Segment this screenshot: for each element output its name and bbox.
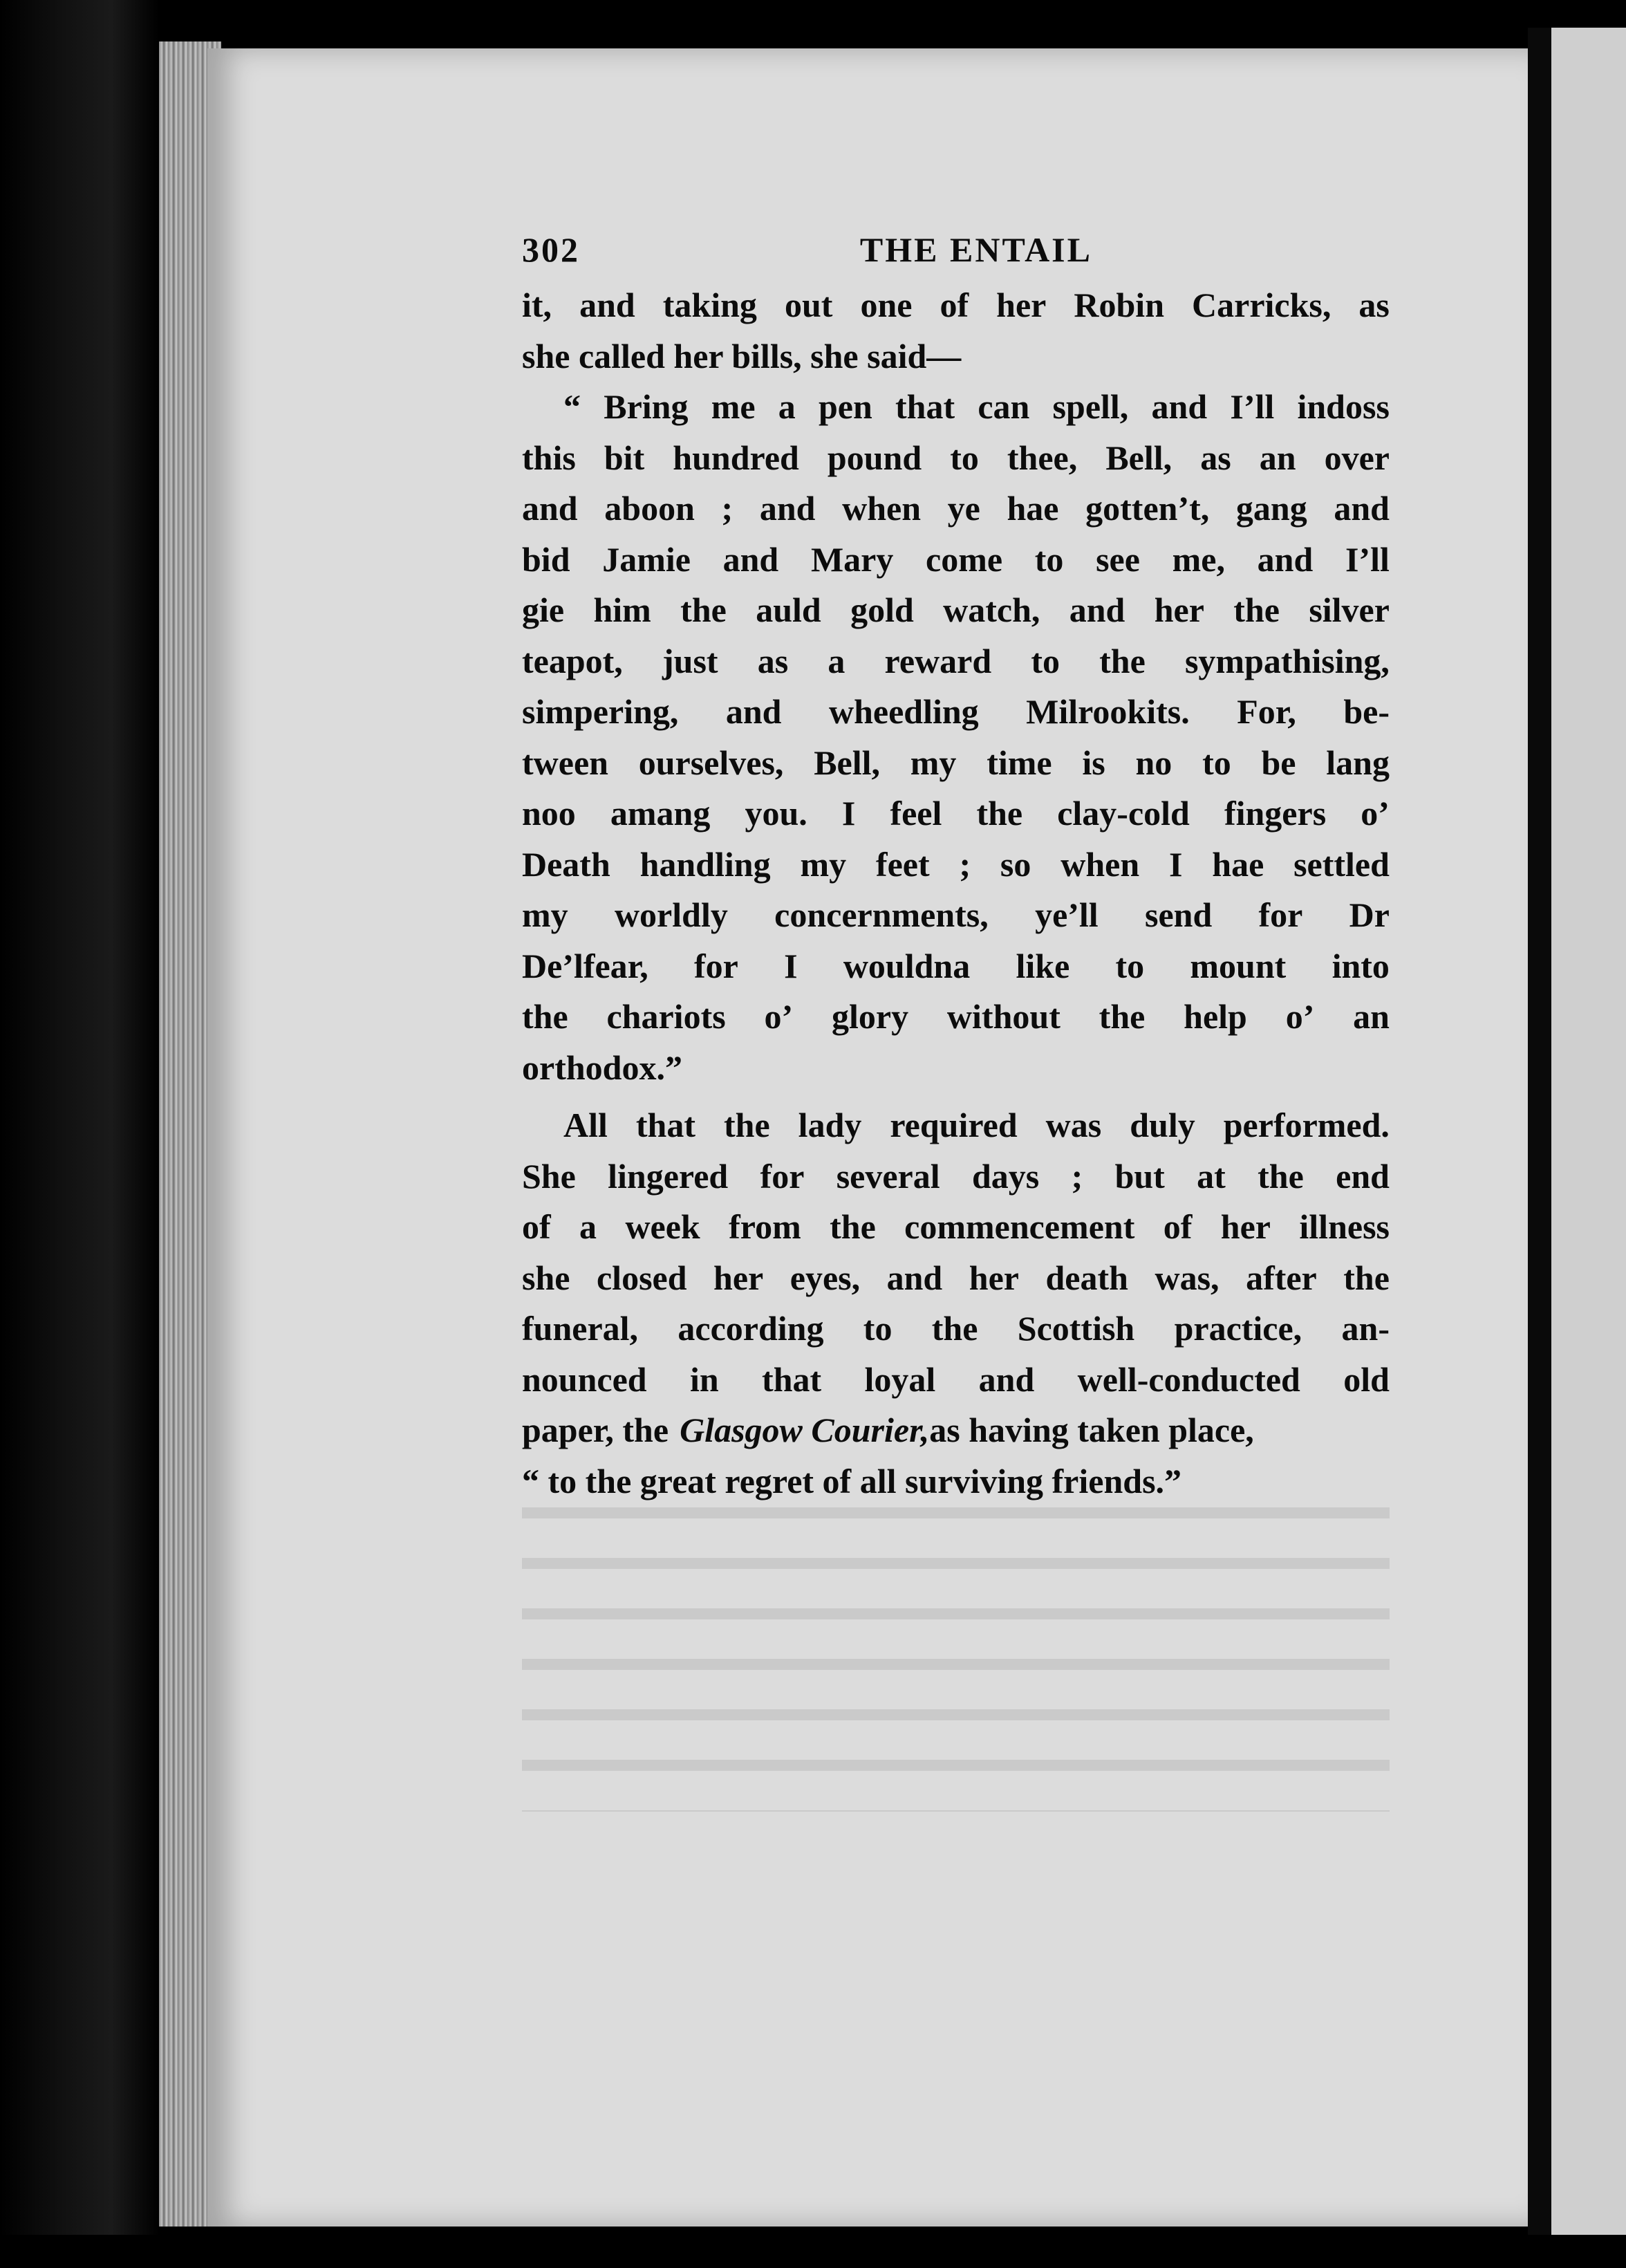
running-title: THE ENTAIL <box>859 230 1092 269</box>
book-spine-shadow <box>0 0 159 2268</box>
text-line: Death handling my feet ; so when I hae settled <box>522 844 1390 884</box>
text-line: She lingered for several days ; but at the end <box>522 1156 1390 1196</box>
text-line: she closed her eyes, and her death was, after the <box>522 1258 1390 1297</box>
text-line: All that the lady required was duly performed. <box>563 1106 1390 1144</box>
text-line: bid Jamie and Mary come to see me, and I’ll <box>522 539 1390 579</box>
text-line: nounced in that loyal and well-conducted old <box>522 1359 1390 1399</box>
text-line: simpering, and wheedling Milrookits. For, be- <box>522 692 1390 731</box>
running-head <box>522 225 1390 280</box>
text-line: and aboon ; and when ye hae gotten’t, gang and <box>522 489 1390 528</box>
show-through-text <box>522 1480 1390 1812</box>
text-line: orthodox.” <box>522 1048 682 1087</box>
paragraph-gap <box>522 1093 1390 1100</box>
text-line: my worldly concernments, ye’ll send for Dr <box>522 895 1390 934</box>
text-line: “ Bring me a pen that can spell, and I’ll indoss <box>563 387 1390 426</box>
next-page-edge <box>1551 28 1626 2240</box>
text-line: tween ourselves, Bell, my time is no to be lang <box>522 743 1390 782</box>
page-number: 302 <box>522 230 580 269</box>
scan-border <box>1528 28 1551 2240</box>
text-line: this bit hundred pound to thee, Bell, as an over <box>522 438 1390 477</box>
text-line: De’lfear, for I wouldna like to mount into <box>522 946 1390 985</box>
text-line: noo amang you. I feel the clay-cold fingers o’ <box>522 794 1390 833</box>
newspaper-title: Glasgow Courier, <box>680 1411 930 1449</box>
text-line: “ to the great regret of all surviving friends.” <box>522 1461 1182 1500</box>
text-line-italic: paper, the Glasgow Courier, as having taken place, <box>522 1405 1390 1456</box>
scan-bottom-border <box>0 2235 1626 2268</box>
text-line: of a week from the commencement of her illness <box>522 1207 1390 1246</box>
text-block <box>522 225 1390 1507</box>
text-line: teapot, just as a reward to the sympathising, <box>522 641 1390 680</box>
text-line: she called her bills, she said— <box>522 336 962 375</box>
text-line: it, and taking out one of her Robin Carricks, as <box>522 286 1390 324</box>
text-line: gie him the auld gold watch, and her the silver <box>522 591 1390 629</box>
text-line: the chariots o’ glory without the help o’ an <box>522 997 1390 1036</box>
text-line: funeral, according to the Scottish practice, an- <box>522 1309 1390 1348</box>
